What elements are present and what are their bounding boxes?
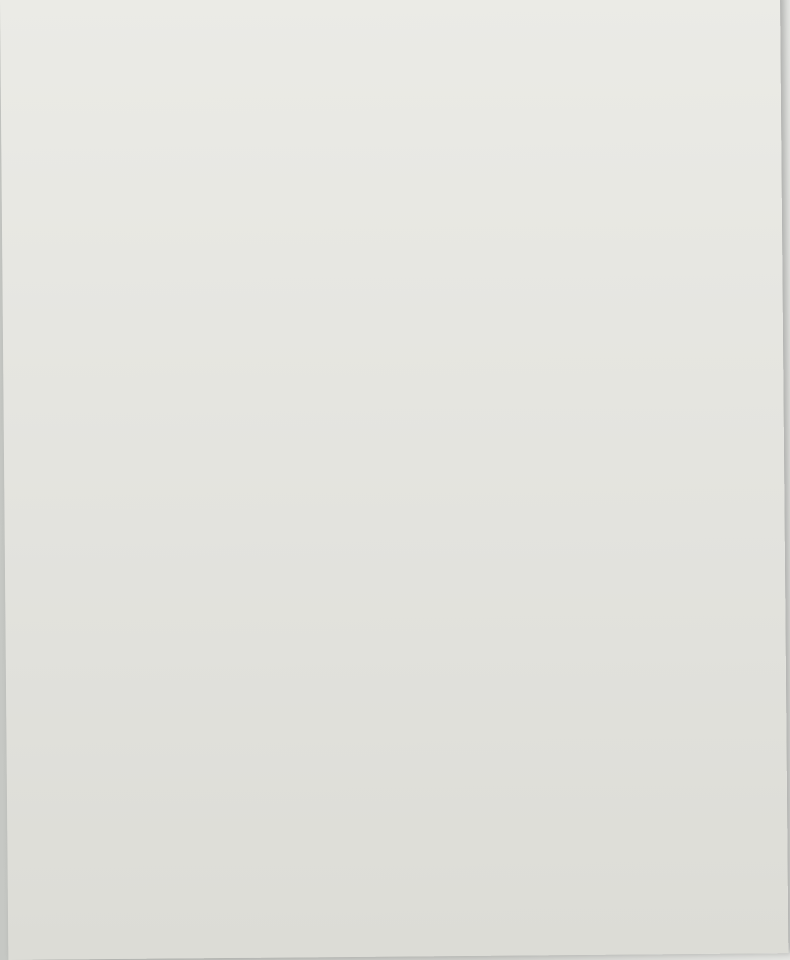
left-column	[46, 449, 366, 452]
right-column	[361, 430, 761, 433]
top-poem	[200, 45, 620, 49]
